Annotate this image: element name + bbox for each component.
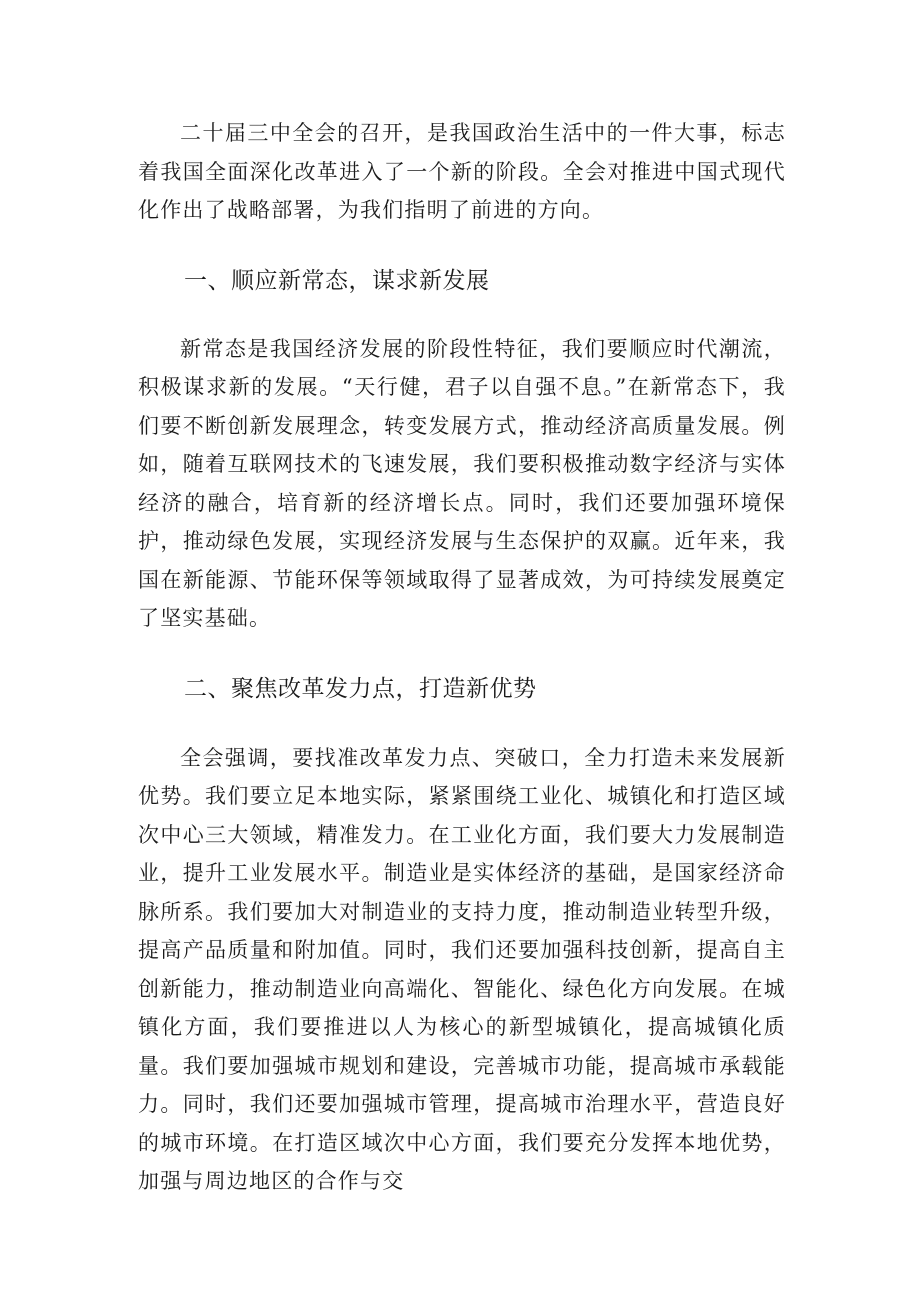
section-heading-2: 二、聚焦改革发力点，打造新优势 xyxy=(184,675,537,702)
document-body xyxy=(138,114,786,1201)
section-2-paragraph: 全会强调，要找准改革发力点、突破口，全力打造未来发展新优势。我们要立足本地实际，紧紧围绕工业化、城镇化和打造区域次中心三大领域，精准发力。在工业化方面，我们要大力发展制造业，提升工业发展水平。制造业是实体经济的基础，是国家经济命脉所系。我们要加大对制造业的支持力度，推动制造业转型升级，提高产品质量和附加值。同时，我们还要加强科技创新，提高自主创新能力，推动制造业向高端化、智能化、绿色化方向发展。在城镇化方面，我们要推进以人为核心的新型城镇化，提高城镇化质量。我们要加强城市规划和建设，完善城市功能，提高城市承载能力。同时，我们还要加强城市管理，提高城市治理水平，营造良好的城市环境。在打造区域次中心方面，我们要充分发挥本地优势，加强与周边地区的合作与交 xyxy=(138,745,786,1193)
section-heading-1: 一、顺应新常态，谋求新发展 xyxy=(184,267,490,294)
intro-paragraph: 二十届三中全会的召开，是我国政治生活中的一件大事，标志着我国全面深化改革进入了一个新的阶段。全会对推进中国式现代化作出了战略部署，为我们指明了前进的方向。 xyxy=(138,121,786,222)
section-1-paragraph: 新常态是我国经济发展的阶段性特征，我们要顺应时代潮流，积极谋求新的发展。“天行健，君子以自强不息。”在新常态下，我们要不断创新发展理念，转变发展方式，推动经济高质量发展。例如，随着互联网技术的飞速发展，我们要积极推动数字经济与实体经济的融合，培育新的经济增长点。同时，我们还要加强环境保护，推动绿色发展，实现经济发展与生态保护的双赢。近年来，我国在新能源、节能环保等领域取得了显著成效，为可持续发展奠定了坚实基础。 xyxy=(138,336,786,630)
